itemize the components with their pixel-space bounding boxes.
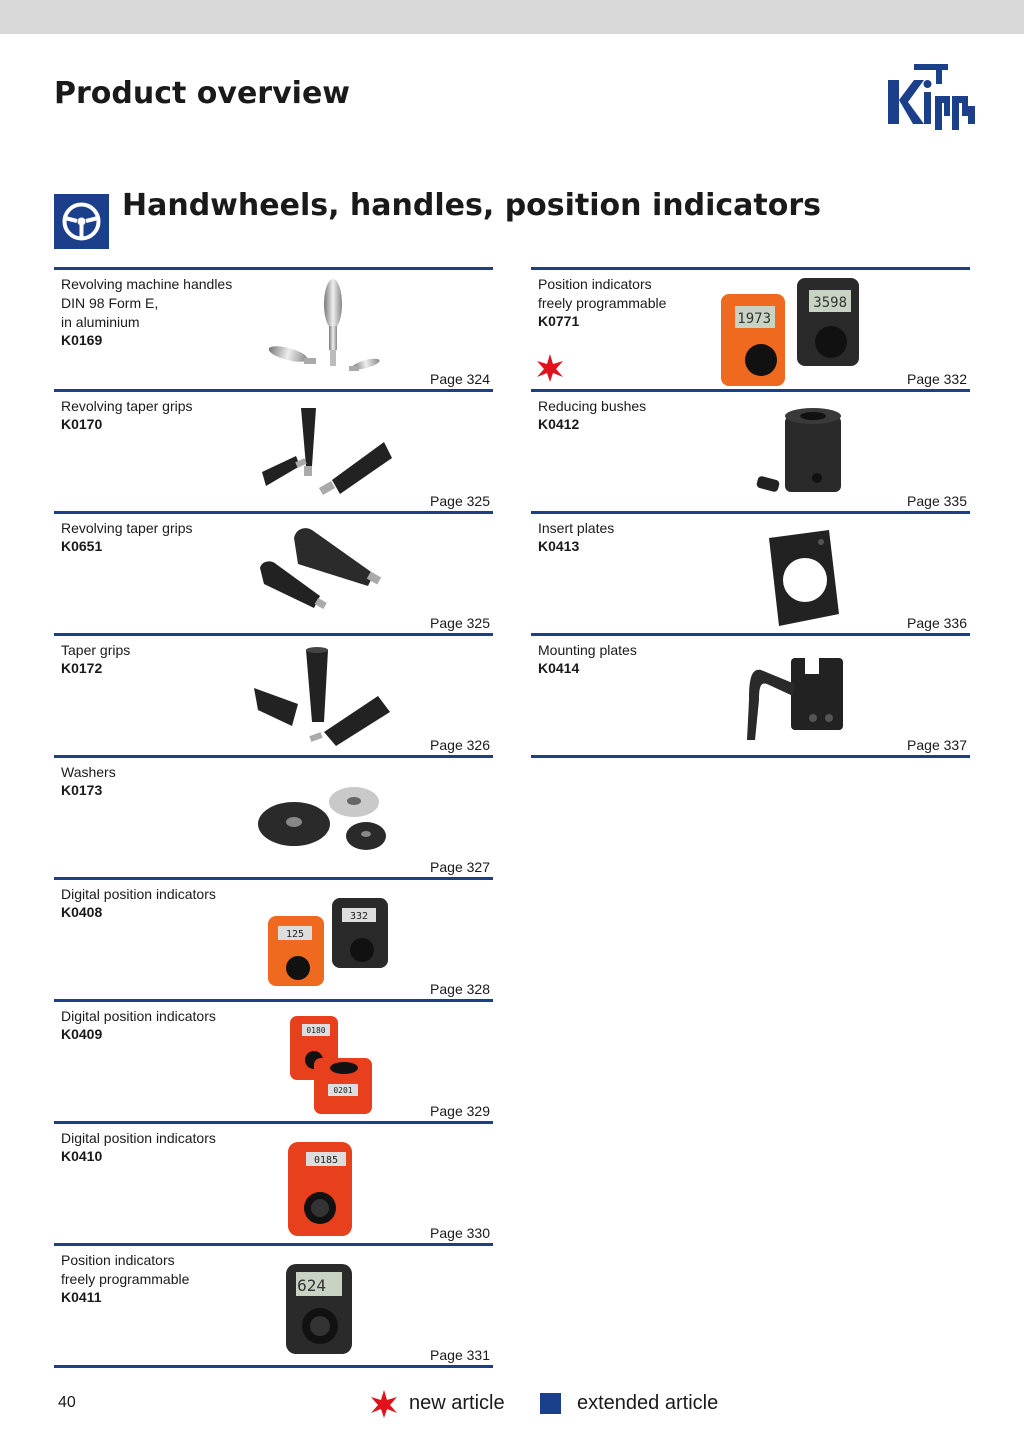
- product-name: Reducing bushes: [538, 398, 647, 414]
- taper-grips-image: [244, 518, 404, 630]
- product-code: K0170: [61, 416, 103, 432]
- product-name: Digital position indicators: [61, 886, 216, 902]
- product-entry[interactable]: [54, 1121, 493, 1243]
- product-code: K0173: [61, 782, 103, 798]
- digital-indicators-image: [244, 884, 404, 996]
- programmable-indicator-image: [244, 1250, 404, 1362]
- product-code: K0409: [61, 1026, 103, 1042]
- product-name: Position indicators freely programmable: [61, 1252, 190, 1287]
- product-name: Digital position indicators: [61, 1130, 216, 1146]
- taper-grips-image: [244, 396, 404, 508]
- product-entry[interactable]: [531, 389, 970, 511]
- legend-extended-article: extended article: [577, 1392, 719, 1414]
- indicator-readout: 3598: [813, 295, 847, 311]
- product-code: K0651: [61, 538, 103, 554]
- product-entry[interactable]: [54, 389, 493, 511]
- page-reference[interactable]: Page 324: [430, 371, 490, 387]
- indicator-readout: 0185: [313, 1155, 339, 1166]
- product-column-left: [54, 267, 493, 1368]
- product-entry[interactable]: [54, 999, 493, 1121]
- washers-image: [244, 762, 404, 874]
- new-article-star-icon: [535, 353, 565, 383]
- product-code: K0412: [538, 416, 580, 432]
- product-code: K0414: [538, 660, 580, 676]
- indicator-readout: 0201: [333, 1086, 353, 1095]
- product-name: Revolving taper grips: [61, 520, 193, 536]
- product-entry[interactable]: [54, 267, 493, 389]
- page-reference[interactable]: Page 335: [907, 493, 967, 509]
- page-reference[interactable]: Page 327: [430, 859, 490, 875]
- category-title: Handwheels, handles, position indicators: [122, 188, 821, 223]
- indicator-readout: 125: [285, 929, 305, 940]
- product-name: Digital position indicators: [61, 1008, 216, 1024]
- category-icon: [54, 194, 109, 249]
- indicator-readout: 1973: [737, 311, 771, 327]
- product-name: Revolving taper grips: [61, 398, 193, 414]
- page-reference[interactable]: Page 332: [907, 371, 967, 387]
- page-reference[interactable]: Page 325: [430, 493, 490, 509]
- product-entry[interactable]: [531, 267, 970, 389]
- kipp-logo: [886, 62, 978, 132]
- page-reference[interactable]: Page 329: [430, 1103, 490, 1119]
- product-entry[interactable]: [54, 511, 493, 633]
- digital-indicators-image: [244, 1006, 404, 1118]
- page-reference[interactable]: Page 337: [907, 737, 967, 753]
- product-name: Revolving machine handles DIN 98 Form E, in aluminium: [61, 276, 233, 330]
- page-reference[interactable]: Page 336: [907, 615, 967, 631]
- product-column-right: [531, 267, 970, 758]
- mounting-plate-image: [721, 640, 881, 752]
- product-code: K0172: [61, 660, 103, 676]
- page-reference[interactable]: Page 326: [430, 737, 490, 753]
- product-name: Taper grips: [61, 642, 131, 658]
- legend-new-article: new article: [409, 1392, 505, 1414]
- extended-article-square-icon: [540, 1393, 561, 1414]
- product-name: Mounting plates: [538, 642, 637, 658]
- product-code: K0408: [61, 904, 103, 920]
- product-entry[interactable]: [54, 877, 493, 999]
- page-title: Product overview: [54, 76, 351, 111]
- programmable-indicators-image: [721, 274, 881, 386]
- indicator-readout: 624: [297, 1276, 326, 1295]
- product-entry[interactable]: [531, 633, 970, 758]
- page-reference[interactable]: Page 330: [430, 1225, 490, 1241]
- page-reference[interactable]: Page 328: [430, 981, 490, 997]
- product-name: Insert plates: [538, 520, 615, 536]
- new-article-star-icon: [369, 1389, 399, 1419]
- taper-grips-image: [244, 640, 404, 752]
- product-code: K0411: [61, 1289, 102, 1305]
- reducing-bush-image: [721, 396, 881, 508]
- product-code: K0771: [538, 313, 580, 329]
- product-entry[interactable]: [54, 1243, 493, 1368]
- product-entry[interactable]: [54, 755, 493, 877]
- product-name: Position indicators freely programmable: [538, 276, 667, 311]
- page-reference[interactable]: Page 331: [430, 1347, 490, 1363]
- insert-plate-image: [721, 518, 881, 630]
- product-code: K0410: [61, 1148, 103, 1164]
- machine-handles-image: [244, 274, 404, 386]
- product-name: Washers: [61, 764, 116, 780]
- indicator-readout: 0180: [306, 1026, 326, 1035]
- product-entry[interactable]: [54, 633, 493, 755]
- indicator-readout: 332: [349, 911, 369, 922]
- product-code: K0413: [538, 538, 580, 554]
- top-bar: [0, 0, 1024, 34]
- steering-wheel-icon: [54, 194, 109, 249]
- digital-indicator-image: [244, 1128, 404, 1240]
- product-entry[interactable]: [531, 511, 970, 633]
- page-number: 40: [58, 1394, 76, 1411]
- page-reference[interactable]: Page 325: [430, 615, 490, 631]
- product-code: K0169: [61, 332, 103, 348]
